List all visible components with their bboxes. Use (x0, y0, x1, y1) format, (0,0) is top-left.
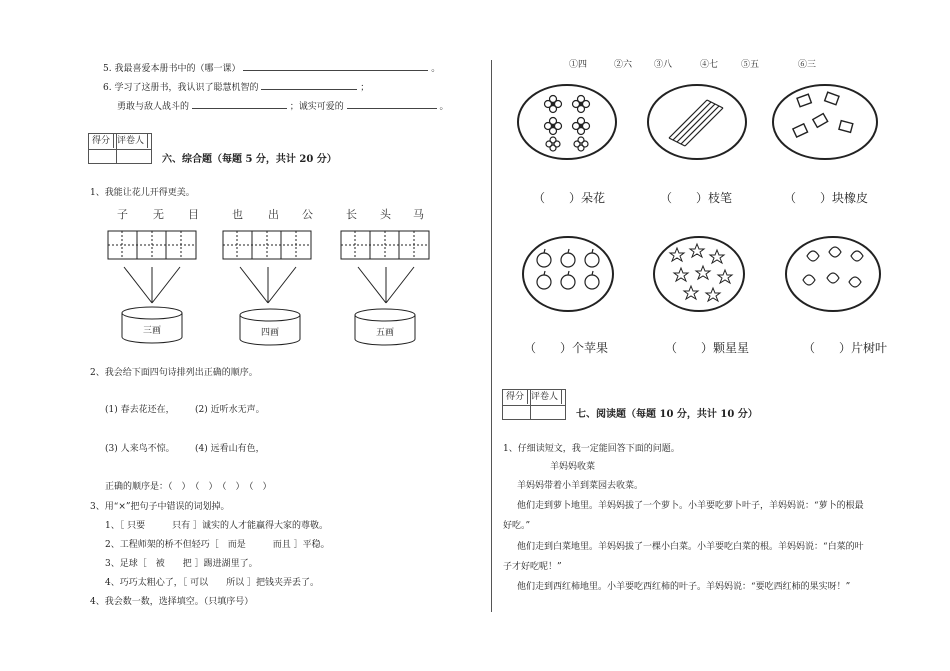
s7q1-text: 1、仔细读短文，我一定能回答下面的问题。 (503, 444, 680, 454)
section7-title: 七、阅读题（每题 10 分，共计 10 分） (576, 409, 758, 420)
writing-grid-3 (341, 231, 429, 259)
char-8: 头 (380, 208, 391, 221)
leaf-icon (803, 247, 863, 287)
pot-label-2: 四画 (260, 328, 280, 338)
poem-line-1: (1) 春去花还在， (105, 405, 175, 415)
leaves-label[interactable]: （ ）片树叶 (803, 341, 888, 355)
score-box-section7 (502, 389, 566, 420)
s6q1-text: 1、我能让花儿开得更美。 (90, 188, 195, 198)
score-row[interactable] (89, 149, 151, 163)
char-9: 马 (413, 208, 424, 221)
char-4: 也 (232, 208, 243, 221)
q6-blank-3[interactable] (347, 98, 437, 109)
q6-blank-2[interactable] (192, 98, 287, 109)
s6q3-item-2[interactable]: 2、工程师架的桥不但轻巧［ 而是 而且 ］平稳。 (105, 540, 330, 550)
poem-line-4: (4) 远看山有色， (195, 444, 265, 454)
writing-grid-1 (108, 231, 196, 259)
q6-line (103, 79, 369, 94)
q5-text: 5. 我最喜爱本册书中的（哪一课） (103, 64, 241, 74)
score-box-section6 (88, 133, 152, 164)
q5-blank[interactable] (243, 60, 428, 71)
char-5: 出 (268, 208, 279, 221)
order-answer[interactable]: 正确的顺序是：（ ） （ ） （ ） （ ） (105, 482, 272, 492)
s6q3-text: 3、用“×”把句子中错误的词划掉。 (90, 502, 230, 512)
q6b-end: 。 (439, 102, 449, 112)
s6q3-item-1[interactable]: 1、［ 只要 只有 ］诚实的人才能赢得大家的尊敬。 (105, 521, 328, 531)
poem-line-2: (2) 近听水无声。 (195, 405, 265, 415)
pencils-oval (645, 82, 749, 162)
q6-end: ； (360, 83, 370, 93)
story-line-3: 好吃。” (503, 521, 531, 531)
q6-blank-1[interactable] (261, 79, 357, 90)
pot-1 (122, 307, 182, 343)
section6-title: 六、综合题（每题 5 分，共计 20 分） (162, 154, 337, 165)
q5-line (103, 60, 440, 75)
s6q4-text: 4、我会数一数，选择填空。（只填序号） (90, 597, 254, 607)
erasers-label[interactable]: （ ）块橡皮 (784, 191, 869, 205)
flower-icon (545, 96, 590, 152)
flower-pots-diagram (100, 225, 440, 350)
pencils-label[interactable]: （ ）枝笔 (660, 191, 733, 205)
char-6: 公 (302, 208, 313, 221)
char-7: 长 (346, 208, 357, 221)
option-1: ①四 (569, 60, 588, 70)
s6q3-item-3[interactable]: 3、足球［ 被 把 ］踢进湖里了。 (105, 559, 258, 569)
char-1: 子 (117, 208, 128, 221)
char-2: 无 (153, 208, 164, 221)
stars-oval (651, 234, 747, 314)
story-line-5: 子才好吃呢！” (503, 562, 562, 572)
column-divider (491, 60, 492, 612)
score-label: 得分 (503, 390, 528, 404)
story-line-4: 他们走到白菜地里。羊妈妈拔了一棵小白菜。小羊要吃白菜的根。羊妈妈说：“白菜的叶 (517, 542, 864, 552)
leaves-oval (783, 234, 883, 314)
char-3: 目 (188, 208, 199, 221)
pot-2 (240, 309, 300, 345)
score-row[interactable] (503, 405, 565, 419)
flowers-oval (515, 82, 619, 162)
grader-label: 评卷人 (528, 390, 562, 404)
writing-grid-2 (223, 231, 311, 259)
star-icon (670, 244, 732, 301)
option-5: ⑤五 (741, 60, 760, 70)
q6-text: 6. 学习了这册书，我认识了聪慧机智的 (103, 83, 259, 93)
option-3: ③八 (654, 60, 673, 70)
stars-label[interactable]: （ ）颗星星 (665, 341, 750, 355)
eraser-icon (793, 92, 853, 137)
story-line-6: 他们走到西红柿地里。小羊要吃西红柿的叶子。羊妈妈说：“要吃西红柿的果实呀！” (517, 582, 851, 592)
pencil-icon (669, 100, 723, 146)
s6q3-item-4[interactable]: 4、巧巧太粗心了，［ 可以 所以 ］把钱夹弄丢了。 (105, 578, 319, 588)
poem-line-3: (3) 人来鸟不惊。 (105, 444, 175, 454)
erasers-oval (770, 82, 880, 162)
score-label: 得分 (89, 134, 114, 148)
apples-oval (520, 234, 616, 314)
q6b-mid: ；诚实可爱的 (289, 102, 344, 112)
grader-label: 评卷人 (114, 134, 148, 148)
flowers-label[interactable]: （ ）朵花 (533, 191, 606, 205)
option-6: ⑥三 (798, 60, 817, 70)
pot-3 (355, 309, 415, 345)
pot-label-1: 三画 (142, 326, 162, 336)
pot-label-3: 五画 (375, 328, 395, 338)
option-2: ②六 (614, 60, 633, 70)
story-title: 羊妈妈收菜 (550, 462, 596, 472)
s6q2-text: 2、我会给下面四句诗排列出正确的顺序。 (90, 368, 258, 378)
option-4: ④七 (700, 60, 719, 70)
story-line-2: 他们走到萝卜地里。羊妈妈拔了一个萝卜。小羊要吃萝卜叶子，羊妈妈说：“萝卜的根最 (517, 501, 864, 511)
q6b-line (117, 98, 449, 113)
q6b-text: 勇敢与敌人战斗的 (117, 102, 190, 112)
q5-end: 。 (431, 64, 441, 74)
apple-icon (537, 249, 599, 289)
apples-label[interactable]: （ ）个苹果 (524, 341, 609, 355)
story-line-1: 羊妈妈带着小羊到菜园去收菜。 (517, 481, 644, 491)
